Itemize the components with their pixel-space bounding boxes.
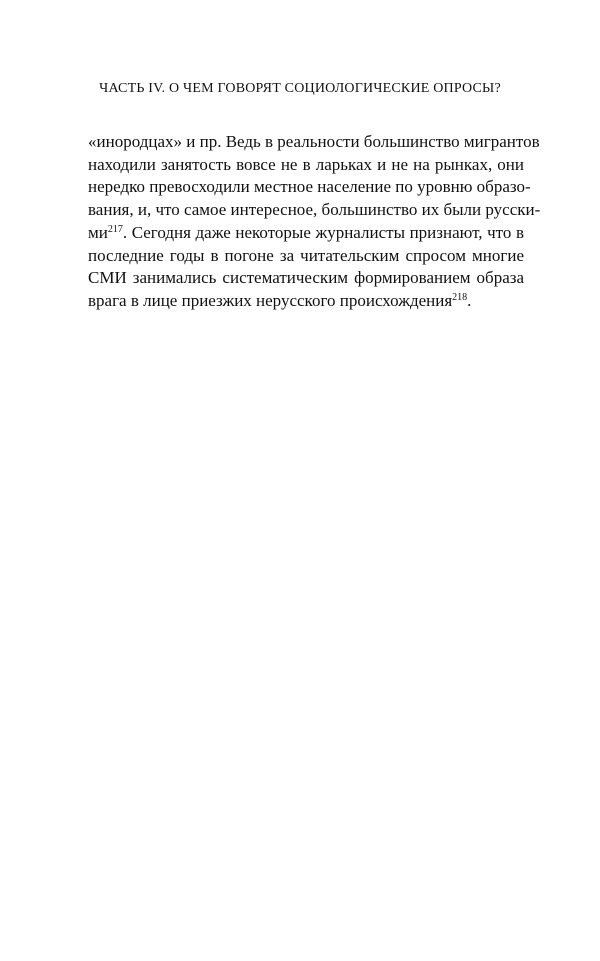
text-line-3: нередко превосходили местное население по уровню образо- — [88, 177, 531, 197]
text-line-2: находили занятость вовсе не в ларьках и не на рынках, они — [88, 154, 524, 174]
text-line-5-start: ми — [88, 222, 108, 242]
text-line-8 — [88, 290, 524, 313]
running-head: ЧАСТЬ IV. О ЧЕМ ГОВОРЯТ СОЦИОЛОГИЧЕСКИЕ ОПРОСЫ? — [99, 81, 501, 96]
text-line-8-start: врага в лице приезжих нерусского происхождения — [88, 290, 453, 310]
footnote-ref-218: 218 — [452, 291, 468, 303]
body-paragraph — [88, 131, 541, 313]
text-line-6: последние годы в погоне за читательским спросом многие — [88, 245, 524, 265]
text-line-7: СМИ занимались систематическим формированием образа — [88, 268, 524, 288]
text-line-4: вания, и, что самое интересное, большинство их были русски- — [88, 200, 541, 220]
text-line-1: «инородцах» и пр. Ведь в реальности большинство мигрантов — [88, 132, 540, 151]
footnote-ref-217: 217 — [107, 223, 123, 235]
text-line-5-rest: . Сегодня даже некоторые журналисты признают, что в — [122, 222, 524, 242]
text-line-5 — [88, 222, 524, 245]
text-line-8-end: . — [467, 290, 472, 310]
